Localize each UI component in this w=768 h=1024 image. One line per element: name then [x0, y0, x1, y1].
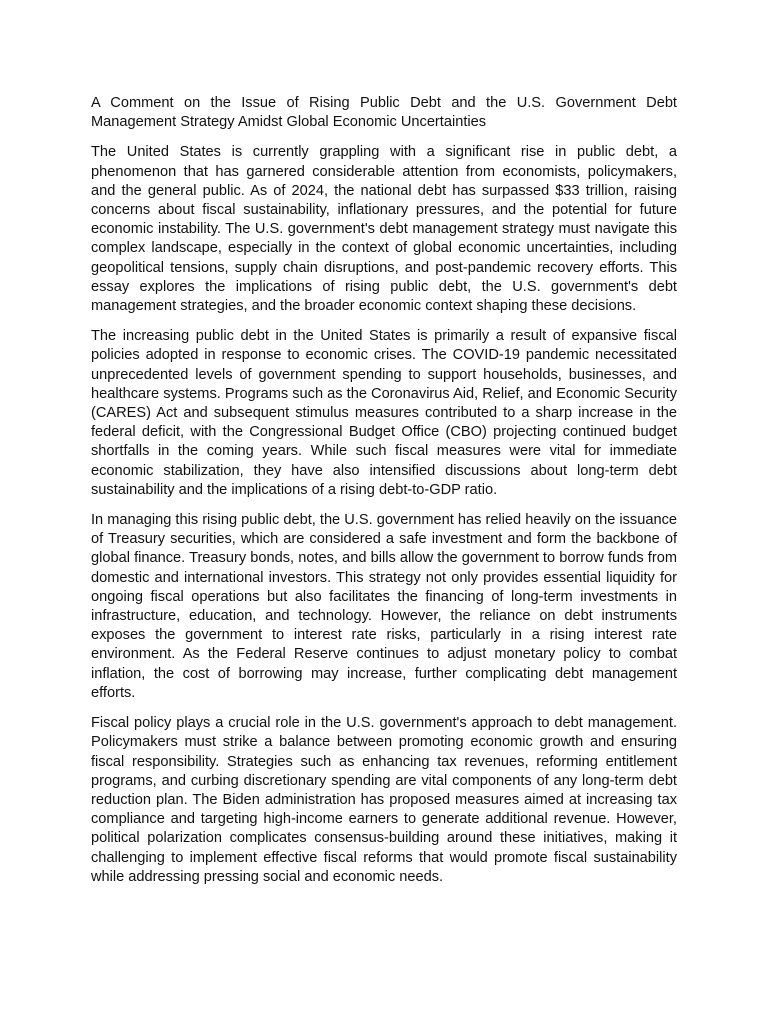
- paragraph-fiscal-policy: Fiscal policy plays a crucial role in the U.S. government's approach to debt management. Policymakers must strike a balance between promoting economic growth and ensuring fiscal responsibility. Strategies such as enhancing tax revenues, reforming entitlement programs, and curbing discretionary spending are vital components of any long-term debt reduction plan. The Biden administration has proposed measures aimed at increasing tax compliance and targeting high-income earners to generate additional revenue. However, political polarization complicates consensus-building around these initiatives, making it challenging to implement effective fiscal reforms that would promote fiscal sustainability while addressing pressing social and economic needs.: [91, 715, 677, 885]
- document-page: [91, 94, 677, 898]
- paragraph-causes: The increasing public debt in the United States is primarily a result of expansive fiscal policies adopted in response to economic crises. The COVID-19 pandemic necessitated unprecedented levels of government spending to support households, businesses, and healthcare systems. Programs such as the Coronavirus Aid, Relief, and Economic Security (CARES) Act and subsequent stimulus measures contributed to a sharp increase in the federal deficit, with the Congressional Budget Office (CBO) projecting continued budget shortfalls in the coming years. While such fiscal measures were vital for immediate economic stabilization, they have also intensified discussions about long-term debt sustainability and the implications of a rising debt-to-GDP ratio.: [91, 328, 677, 498]
- document-title: A Comment on the Issue of Rising Public Debt and the U.S. Government Debt Management Strategy Amidst Global Economic Uncertainties: [91, 95, 677, 131]
- paragraph-intro: The United States is currently grappling with a significant rise in public debt, a phenomenon that has garnered considerable attention from economists, policymakers, and the general public. As of 2024, the national debt has surpassed $33 trillion, raising concerns about fiscal sustainability, inflationary pressures, and the potential for future economic instability. The U.S. government's debt management strategy must navigate this complex landscape, especially in the context of global economic uncertainties, including geopolitical tensions, supply chain disruptions, and post-pandemic recovery efforts. This essay explores the implications of rising public debt, the U.S. government's debt management strategies, and the broader economic context shaping these decisions.: [91, 144, 677, 315]
- paragraph-treasury-securities: In managing this rising public debt, the U.S. government has relied heavily on the issuance of Treasury securities, which are considered a safe investment and form the backbone of global finance. Treasury bonds, notes, and bills allow the government to borrow funds from domestic and international investors. This strategy not only provides essential liquidity for ongoing fiscal operations but also facilitates the financing of long-term investments in infrastructure, education, and technology. However, the reliance on debt instruments exposes the government to interest rate risks, particularly in a rising interest rate environment. As the Federal Reserve continues to adjust monetary policy to combat inflation, the cost of borrowing may increase, further complicating debt management efforts.: [91, 512, 677, 701]
